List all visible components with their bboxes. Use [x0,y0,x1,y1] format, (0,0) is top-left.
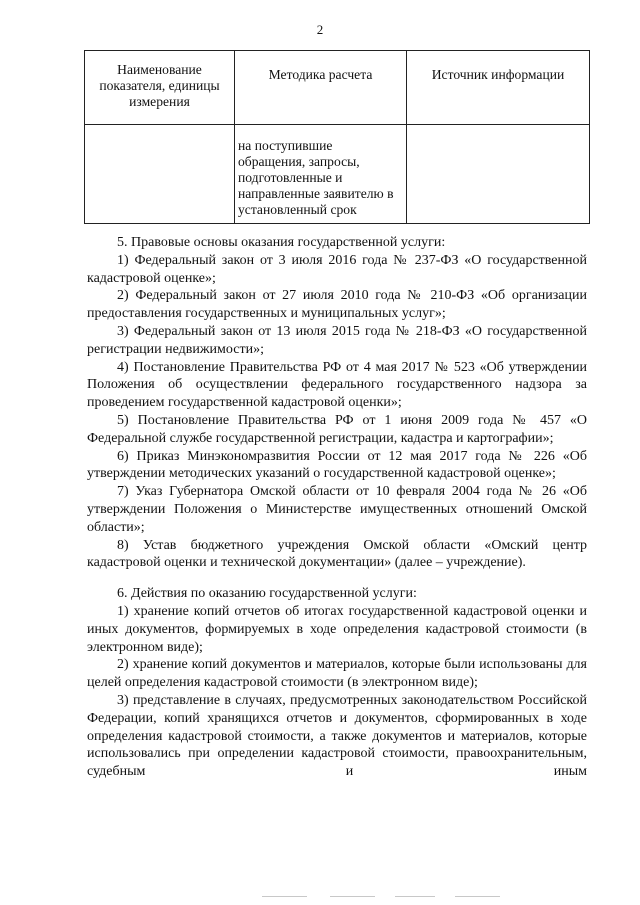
footer-scan-mark [395,896,435,897]
legal-basis-item-8: 8) Устав бюджетного учреждения Омской области «Омский центр кадастровой оценки и технической документации» (далее – учреждение). [87,537,587,571]
cell-calculation-method: на поступившие обращения, запросы, подготовленные и направленные заявителю в установленный срок [235,125,407,224]
footer-scan-mark [455,896,500,897]
indicator-table [84,50,590,224]
section-6-heading: 6. Действия по оказанию государственной услуги: [117,586,417,602]
header-information-source: Источник информации [407,51,590,125]
table-header-row [85,51,590,125]
page-number: 2 [316,22,324,37]
header-indicator-name: Наименование показателя, единицы измерения [85,51,235,125]
legal-basis-item-7: 7) Указ Губернатора Омской области от 10 февраля 2004 года № 26 «Об утверждении Положения о Министерстве имущественных отношений Омской области»; [87,484,587,535]
legal-basis-item-5: 5) Постановление Правительства РФ от 1 июня 2009 года № 457 «О Федеральной службе государственной регистрации, кадастра и картографии»; [87,412,587,446]
body-text [87,234,587,781]
service-action-item-1: 1) хранение копий отчетов об итогах государственной кадастровой оценки и иных документов, формируемых в ходе определения кадастровой стоимости (в электронном виде); [87,603,587,655]
legal-basis-item-1: 1) Федеральный закон от 3 июля 2016 года № 237-ФЗ «О государственной кадастровой оценке»; [87,252,587,286]
header-calculation-method: Методика расчета [235,51,407,125]
footer-scan-mark [330,896,375,897]
cell-indicator-name [85,125,235,224]
cell-information-source [407,125,590,224]
legal-basis-item-6: 6) Приказ Минэкономразвития России от 12 мая 2017 года № 226 «Об утверждении методических указаний о государственной кадастровой оценке»; [87,448,587,482]
table-row [85,125,590,224]
legal-basis-item-2: 2) Федеральный закон от 27 июля 2010 года № 210-ФЗ «Об организации предоставления государственных и муниципальных услуг»; [87,288,587,322]
legal-basis-item-3: 3) Федеральный закон от 13 июля 2015 года № 218-ФЗ «О государственной регистрации недвижимости»; [87,323,587,357]
service-action-item-3: 3) представление в случаях, предусмотренных законодательством Российской Федерации, копий хранящихся отчетов и документов, сформированных в ходе определения кадастровой стоимости, а также документов и материалов, которые использовались при определении кадастровой стоимости, правоохранительным, судебным и иным [87,692,587,780]
legal-basis-item-4: 4) Постановление Правительства РФ от 4 мая 2017 № 523 «Об утверждении Положения об осуществлении федерального государственного надзора за проведением государственной кадастровой оценки»; [87,359,587,411]
section-5-heading: 5. Правовые основы оказания государственной услуги: [117,235,446,250]
footer-scan-mark [262,896,307,897]
service-action-item-2: 2) хранение копий документов и материалов, которые были использованы для целей определения кадастровой стоимости (в электронном виде); [87,657,587,691]
